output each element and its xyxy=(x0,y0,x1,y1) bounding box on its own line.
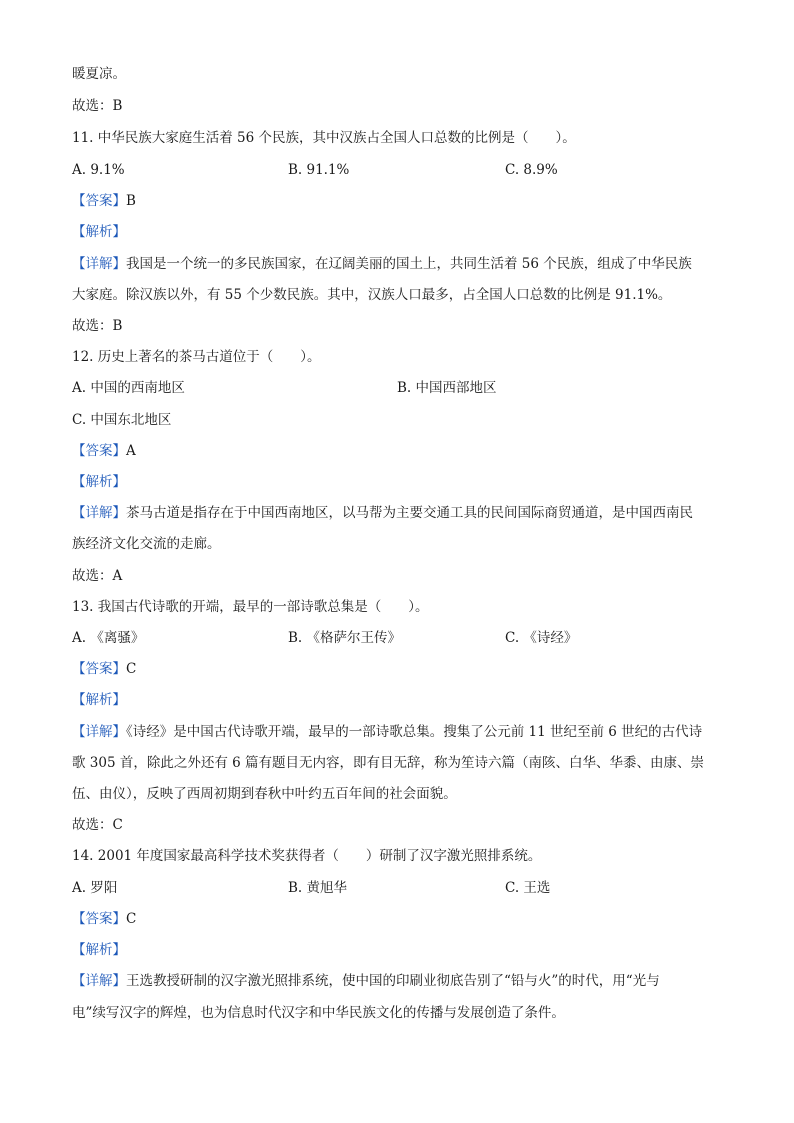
answer-value: C xyxy=(126,661,137,677)
q11-analysis-tag: 【解析】 xyxy=(72,224,126,240)
question-13-stem: 13. 我国古代诗歌的开端，最早的一部诗歌总集是（ ）。 xyxy=(72,599,429,615)
detail-text: 茶马古道是指存在于中国西南地区，以马帮为主要交通工具的民间国际商贸通道，是中国西南民 xyxy=(126,505,693,521)
q12-option-c: C. 中国东北地区 xyxy=(72,412,172,428)
answer-value: A xyxy=(126,443,136,459)
answer-tag: 【答案】 xyxy=(72,661,126,677)
q14-option-b: B. 黄旭华 xyxy=(288,880,348,896)
q12-detail-line-2: 族经济文化交流的走廊。 xyxy=(72,536,221,552)
q12-option-a: A. 中国的西南地区 xyxy=(72,380,185,396)
q13-answer-line xyxy=(72,659,732,679)
q13-option-b: B. 《格萨尔王传》 xyxy=(288,630,402,646)
q14-option-a: A. 罗阳 xyxy=(72,880,118,896)
answer-value: B xyxy=(126,193,136,209)
answer-tag: 【答案】 xyxy=(72,193,126,209)
q13-detail-line-3: 伍、由仪），反映了西周初期到春秋中叶约五百年间的社会面貌。 xyxy=(72,786,457,802)
answer-value: C xyxy=(126,911,137,927)
detail-tag: 【详解】 xyxy=(72,256,126,272)
question-12-stem: 12. 历史上著名的茶马古道位于（ ）。 xyxy=(72,349,321,365)
detail-tag: 【详解】 xyxy=(72,505,126,521)
q12-answer-line xyxy=(72,441,732,461)
q12-choice: 故选：A xyxy=(72,568,123,584)
q11-answer-line xyxy=(72,191,732,211)
q13-detail-line-1 xyxy=(72,722,732,742)
q13-option-c: C. 《诗经》 xyxy=(505,630,578,646)
answer-tag: 【答案】 xyxy=(72,911,126,927)
q13-analysis-tag: 【解析】 xyxy=(72,692,126,708)
q11-detail-line-1 xyxy=(72,254,732,274)
detail-text: 《诗经》是中国古代诗歌开端，最早的一部诗歌总集。搜集了公元前 11 世纪至前 6 世纪的古代诗 xyxy=(126,724,703,740)
detail-text: 我国是一个统一的多民族国家，在辽阔美丽的国土上，共同生活着 56 个民族，组成了中华民族 xyxy=(126,256,692,272)
q12-detail-line-1 xyxy=(72,503,732,523)
q11-detail-line-2: 大家庭。除汉族以外，有 55 个少数民族。其中，汉族人口最多，占全国人口总数的比例是 91.1%。 xyxy=(72,287,672,303)
question-11-stem: 11. 中华民族大家庭生活着 56 个民族，其中汉族占全国人口总数的比例是（ ）。 xyxy=(72,130,576,146)
choice-line: 故选：B xyxy=(72,98,123,114)
detail-tag: 【详解】 xyxy=(72,973,126,989)
answer-tag: 【答案】 xyxy=(72,443,126,459)
detail-text: 王选教授研制的汉字激光照排系统，使中国的印刷业彻底告别了“铅与火”的时代，用“光与 xyxy=(126,973,660,989)
q14-analysis-tag: 【解析】 xyxy=(72,942,126,958)
q13-detail-line-2: 歌 305 首，除此之外还有 6 篇有题目无内容，即有目无辞，称为笙诗六篇（南陔、白华、华黍、由康、崇 xyxy=(72,755,705,771)
q12-analysis-tag: 【解析】 xyxy=(72,474,126,490)
text-line: 暖夏凉。 xyxy=(72,66,126,82)
q11-choice: 故选：B xyxy=(72,318,123,334)
q11-option-b: B. 91.1% xyxy=(288,162,350,178)
q14-option-c: C. 王选 xyxy=(505,880,551,896)
q14-detail-line-1 xyxy=(72,971,732,991)
q14-detail-line-2: 电”续写汉字的辉煌，也为信息时代汉字和中华民族文化的传播与发展创造了条件。 xyxy=(72,1005,565,1021)
question-14-stem: 14. 2001 年度国家最高科学技术奖获得者（ ）研制了汉字激光照排系统。 xyxy=(72,848,542,864)
q11-option-a: A. 9.1% xyxy=(72,162,125,178)
q12-option-b: B. 中国西部地区 xyxy=(397,380,497,396)
q14-answer-line xyxy=(72,909,732,929)
detail-tag: 【详解】 xyxy=(72,724,126,740)
q11-option-c: C. 8.9% xyxy=(505,162,558,178)
q13-choice: 故选：C xyxy=(72,817,123,833)
q13-option-a: A. 《离骚》 xyxy=(72,630,145,646)
